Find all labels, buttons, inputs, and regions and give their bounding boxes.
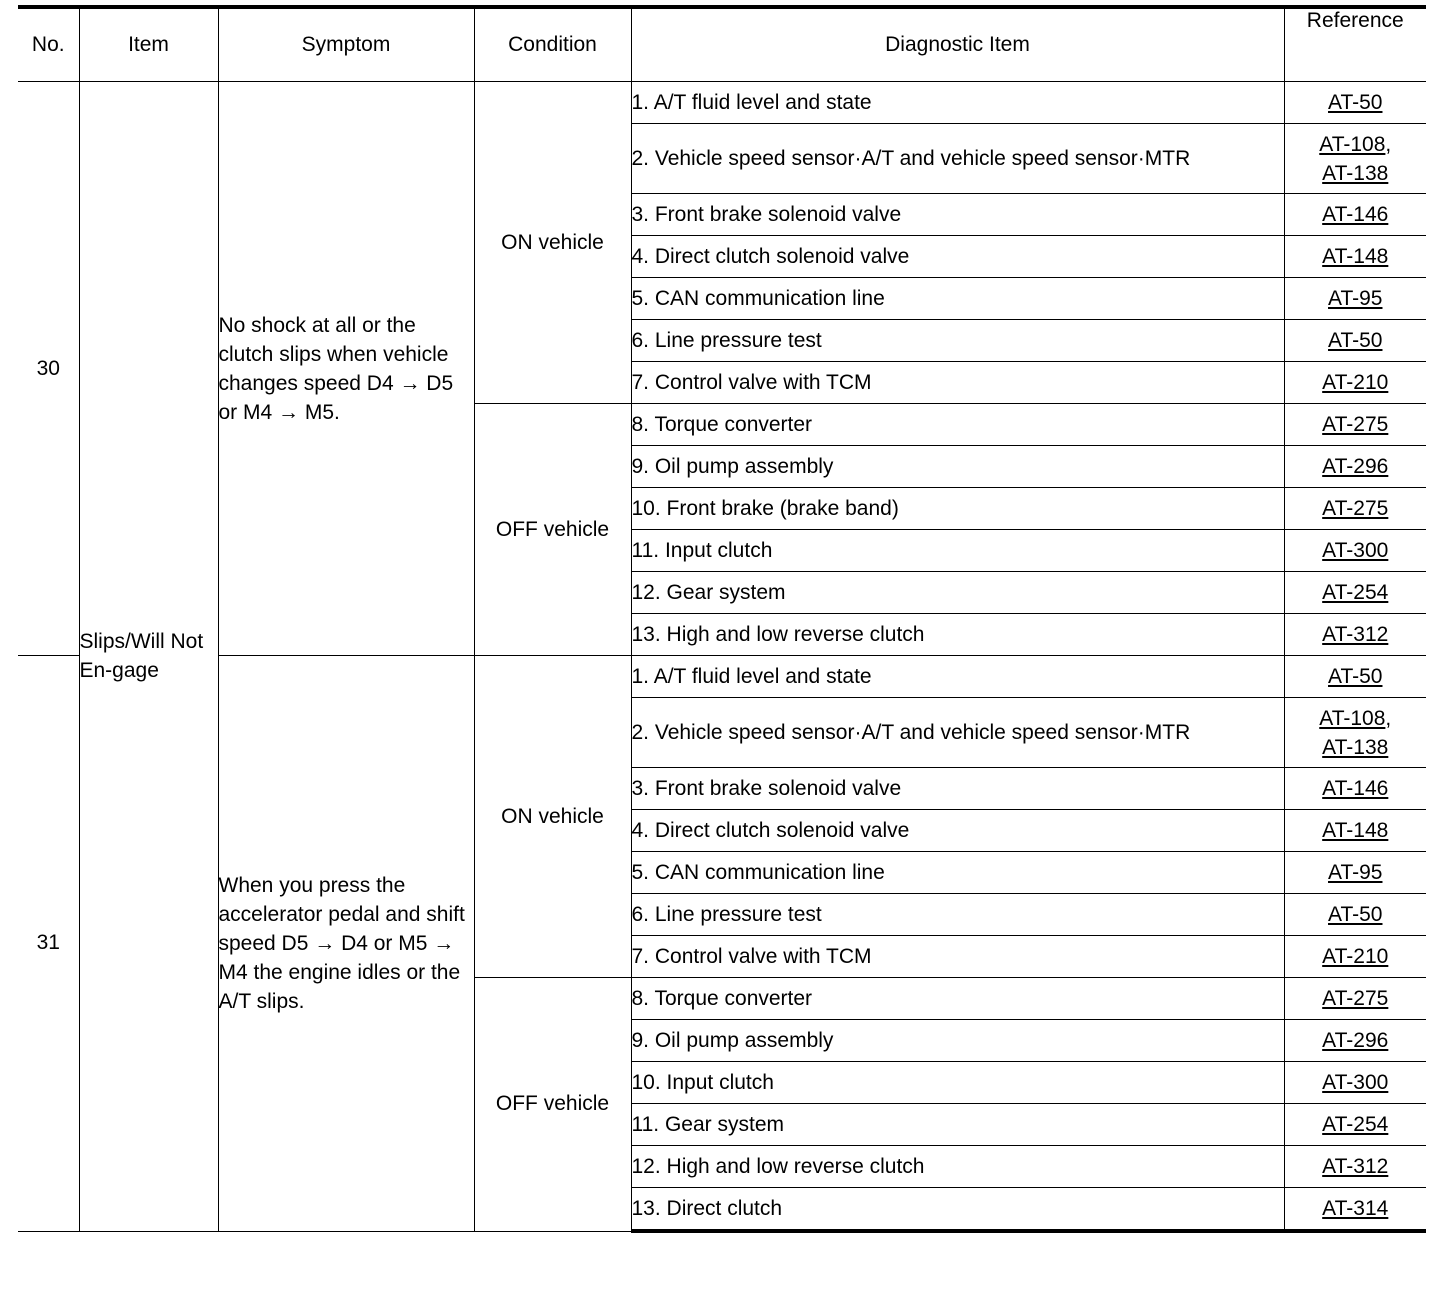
table-row xyxy=(18,82,1426,124)
reference-cell xyxy=(1284,1104,1426,1146)
diagnostic-item: 13. High and low reverse clutch xyxy=(631,614,1284,656)
diagnostic-item: 12. High and low reverse clutch xyxy=(631,1146,1284,1188)
reference-cell xyxy=(1284,894,1426,936)
reference-cell xyxy=(1284,488,1426,530)
header-reference: Reference xyxy=(1284,7,1426,82)
diagnostic-item: 11. Gear system xyxy=(631,1104,1284,1146)
header-symptom: Symptom xyxy=(218,7,474,82)
reference-cell xyxy=(1284,656,1426,698)
reference-link[interactable]: AT-275 xyxy=(1322,987,1389,1010)
reference-cell xyxy=(1284,530,1426,572)
reference-link[interactable]: AT-254 xyxy=(1322,1113,1389,1136)
diagnostic-item: 6. Line pressure test xyxy=(631,320,1284,362)
reference-link[interactable]: AT-300 xyxy=(1322,1071,1389,1094)
reference-link[interactable]: AT-138 xyxy=(1322,161,1389,185)
table-row xyxy=(18,656,1426,698)
header-no: No. xyxy=(18,7,79,82)
reference-link[interactable]: AT-300 xyxy=(1322,539,1389,562)
diagnostic-item: 7. Control valve with TCM xyxy=(631,362,1284,404)
diagnostic-item: 9. Oil pump assembly xyxy=(631,1020,1284,1062)
reference-cell xyxy=(1284,768,1426,810)
diagnostic-item: 11. Input clutch xyxy=(631,530,1284,572)
reference-cell xyxy=(1284,404,1426,446)
diagnostic-item: 4. Direct clutch solenoid valve xyxy=(631,810,1284,852)
reference-cell xyxy=(1284,82,1426,124)
diagnostic-item: 5. CAN communication line xyxy=(631,278,1284,320)
diagnostic-item: 3. Front brake solenoid valve xyxy=(631,194,1284,236)
reference-link[interactable]: AT-254 xyxy=(1322,581,1389,604)
reference-link[interactable]: AT-275 xyxy=(1322,413,1389,436)
diagnostic-item: 10. Input clutch xyxy=(631,1062,1284,1104)
reference-link[interactable]: AT-210 xyxy=(1322,945,1389,968)
reference-link[interactable]: AT-312 xyxy=(1322,1155,1389,1178)
reference-link[interactable]: AT-50 xyxy=(1328,903,1383,926)
diagnostic-item: 4. Direct clutch solenoid valve xyxy=(631,236,1284,278)
reference-cell xyxy=(1284,978,1426,1020)
symptom-text: When you press the accelerator pedal and shift speed D5 → D4 or M5 → M4 the engine idles or the A/T slips. xyxy=(218,656,474,1232)
diagnostic-item: 9. Oil pump assembly xyxy=(631,446,1284,488)
reference-link[interactable]: AT-146 xyxy=(1322,203,1389,226)
reference-cell xyxy=(1284,1020,1426,1062)
reference-cell xyxy=(1284,614,1426,656)
condition-on-vehicle: ON vehicle xyxy=(474,82,631,404)
reference-link[interactable]: AT-296 xyxy=(1322,1029,1389,1052)
reference-link[interactable]: AT-148 xyxy=(1322,819,1389,842)
diagnostic-item: 8. Torque converter xyxy=(631,404,1284,446)
reference-link[interactable]: AT-296 xyxy=(1322,455,1389,478)
reference-cell: AT-108, AT-138 xyxy=(1284,124,1426,194)
reference-cell xyxy=(1284,446,1426,488)
reference-link[interactable]: AT-275 xyxy=(1322,497,1389,520)
condition-on-vehicle: ON vehicle xyxy=(474,656,631,978)
reference-link[interactable]: AT-314 xyxy=(1322,1197,1389,1220)
header-condition: Condition xyxy=(474,7,631,82)
condition-off-vehicle: OFF vehicle xyxy=(474,978,631,1232)
reference-link[interactable]: AT-146 xyxy=(1322,777,1389,800)
reference-cell xyxy=(1284,1188,1426,1232)
diagnostic-item: 10. Front brake (brake band) xyxy=(631,488,1284,530)
header-diagnostic-item: Diagnostic Item xyxy=(631,7,1284,82)
reference-cell xyxy=(1284,1146,1426,1188)
reference-link[interactable]: AT-50 xyxy=(1328,329,1383,352)
reference-link[interactable]: AT-210 xyxy=(1322,371,1389,394)
condition-off-vehicle: OFF vehicle xyxy=(474,404,631,656)
reference-cell xyxy=(1284,320,1426,362)
diagnostic-item: 2. Vehicle speed sensor·A/T and vehicle speed sensor·MTR xyxy=(631,698,1284,768)
reference-link[interactable]: AT-95 xyxy=(1328,861,1383,884)
diagnostic-item: 3. Front brake solenoid valve xyxy=(631,768,1284,810)
reference-link[interactable]: AT-95 xyxy=(1328,287,1383,310)
reference-cell xyxy=(1284,1062,1426,1104)
reference-link[interactable]: AT-108 xyxy=(1319,132,1386,156)
reference-link[interactable]: AT-312 xyxy=(1322,623,1389,646)
diagnostic-item: 2. Vehicle speed sensor·A/T and vehicle speed sensor·MTR xyxy=(631,124,1284,194)
diagnostic-item: 1. A/T fluid level and state xyxy=(631,82,1284,124)
diagnostic-item: 1. A/T fluid level and state xyxy=(631,656,1284,698)
row-number: 30 xyxy=(18,82,79,656)
reference-link[interactable]: AT-50 xyxy=(1328,665,1383,688)
header-row xyxy=(18,7,1426,82)
row-number: 31 xyxy=(18,656,79,1232)
symptom-text: No shock at all or the clutch slips when vehicle changes speed D4 → D5 or M4 → M5. xyxy=(218,82,474,656)
reference-cell xyxy=(1284,572,1426,614)
diagnostic-item: 13. Direct clutch xyxy=(631,1188,1284,1232)
item-label: Slips/Will Not En-gage xyxy=(79,82,218,1232)
diagnostic-item: 8. Torque converter xyxy=(631,978,1284,1020)
reference-link[interactable]: AT-108 xyxy=(1319,706,1386,730)
diagnostic-item: 7. Control valve with TCM xyxy=(631,936,1284,978)
reference-link[interactable]: AT-50 xyxy=(1328,91,1383,114)
reference-cell xyxy=(1284,194,1426,236)
reference-cell xyxy=(1284,810,1426,852)
diagnostic-item: 5. CAN communication line xyxy=(631,852,1284,894)
diagnosis-table xyxy=(18,5,1426,1233)
reference-cell xyxy=(1284,278,1426,320)
header-item: Item xyxy=(79,7,218,82)
diagnostic-item: 6. Line pressure test xyxy=(631,894,1284,936)
reference-cell xyxy=(1284,936,1426,978)
reference-link[interactable]: AT-148 xyxy=(1322,245,1389,268)
reference-cell xyxy=(1284,852,1426,894)
table-body xyxy=(18,82,1426,1232)
diagnostic-item: 12. Gear system xyxy=(631,572,1284,614)
reference-link[interactable]: AT-138 xyxy=(1322,735,1389,759)
reference-cell xyxy=(1284,362,1426,404)
reference-cell xyxy=(1284,236,1426,278)
reference-cell: AT-108, AT-138 xyxy=(1284,698,1426,768)
